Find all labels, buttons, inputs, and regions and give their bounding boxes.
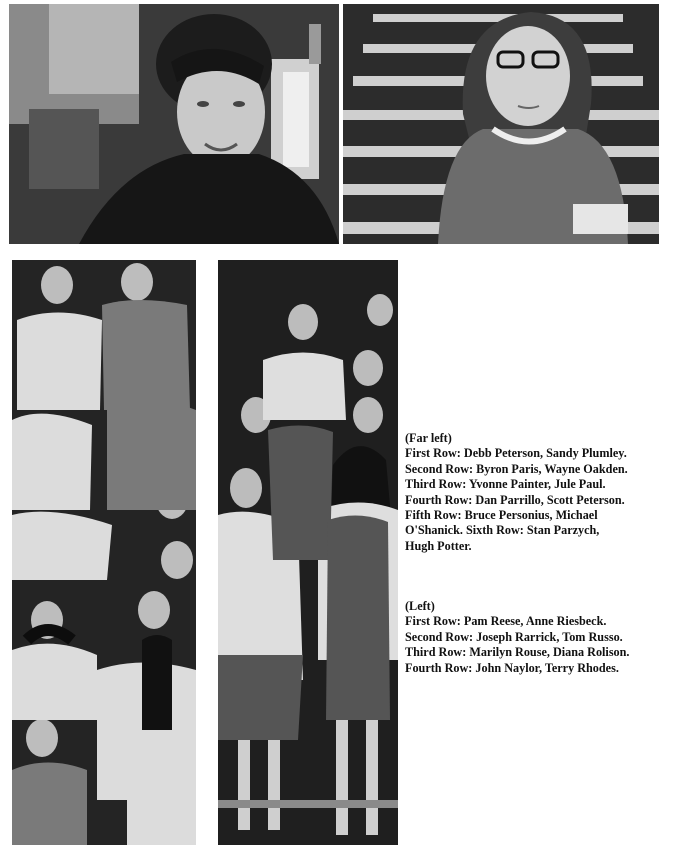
caption-far-left-text: First Row: Debb Peterson, Sandy Plumley. Second Row: Byron Paris, Wayne Oakden. Third Row: Yvonne Painter, Jule Paul. Fourth Row: Dan Parrillo, Scott Peterson. Fifth Row: Bruce Personius, Michael O'Shanick. Sixth Row: Stan Parzych, Hugh Potter. (405, 446, 628, 553)
caption-far-left (405, 431, 630, 554)
group-photo-left (218, 260, 398, 845)
group-photo-far-left (12, 260, 196, 845)
portrait-photo-young-man (9, 4, 339, 244)
caption-left-text: First Row: Pam Reese, Anne Riesbeck. Second Row: Joseph Rarrick, Tom Russo. Third Row: Marilyn Rouse, Diana Rolison. Fourth Row: John Naylor, Terry Rhodes. (405, 614, 630, 675)
caption-far-left-heading: (Far left) (405, 431, 452, 445)
portrait-photo-young-woman-glasses (343, 4, 659, 244)
caption-left (405, 599, 630, 676)
caption-left-heading: (Left) (405, 599, 435, 613)
